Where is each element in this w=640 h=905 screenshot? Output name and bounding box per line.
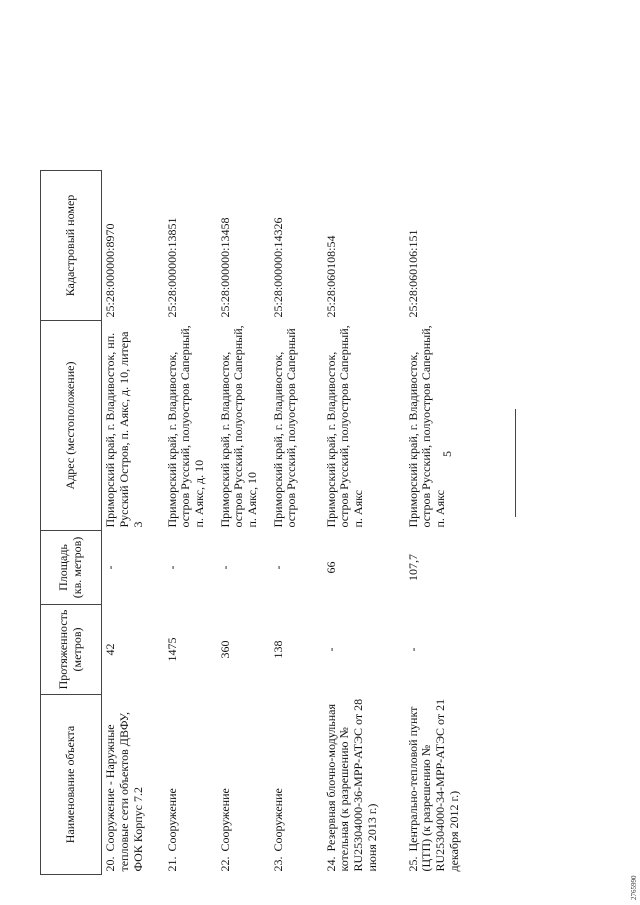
area-cell: -	[270, 565, 285, 570]
area-cell: -	[164, 565, 179, 570]
table-header-row	[41, 171, 102, 875]
table-row	[323, 171, 405, 875]
row-number: 24.	[323, 856, 338, 872]
cadastral-cell: 25:28:000000:14326	[270, 217, 285, 318]
object-name: Сооружение	[164, 788, 179, 852]
table-row	[405, 171, 485, 875]
cadastral-cell: 25:28:000000:13851	[164, 217, 179, 318]
length-cell: 42	[103, 643, 117, 656]
object-name: Сооружение	[217, 788, 232, 852]
address-cell: Приморский край, г. Владивосток, остров Русский, полуостров Саперный, п. Аякс, 10	[217, 325, 260, 528]
table-row	[270, 171, 323, 875]
area-cell: 66	[323, 561, 338, 574]
row-number: 20.	[103, 856, 117, 872]
page-number: 5	[440, 451, 454, 457]
header-length: Протяженность (метров)	[41, 605, 102, 695]
area-cell: -	[103, 565, 117, 570]
address-cell: Приморский край, г. Владивосток, остров Русский, полуостров Саперный	[270, 328, 299, 528]
object-name: Сооружение - Наружные тепловые сети объектов ДВФУ, ФОК Корпус 7.2	[103, 711, 145, 872]
object-name: Сооружение	[270, 788, 285, 852]
address-cell: Приморский край, г. Владивосток, остров Русский, полуостров Саперный, п. Аякс	[323, 325, 366, 528]
address-cell: Приморский край, г. Владивосток, остров Русский, полуостров Саперный, п. Аякс, д. 10	[164, 325, 207, 528]
footnote-rule	[515, 409, 516, 517]
length-cell: -	[323, 647, 338, 652]
cadastral-cell: 25:28:000000:13458	[217, 217, 232, 318]
header-area: Площадь (кв. метров)	[41, 531, 102, 605]
cadastral-cell: 25:28:060108:54	[323, 235, 338, 318]
row-number: 25.	[405, 856, 420, 872]
table-row	[102, 171, 164, 875]
table-row	[217, 171, 270, 875]
header-address: Адрес (местоположение)	[41, 321, 102, 531]
header-name: Наименование объекта	[41, 695, 102, 875]
object-name: Центрально-тепловой пункт (ЦТП) (к разрешению № RU25304000-34-MPP-АТЭС от 21 декабря 2012 г.)	[405, 698, 461, 872]
length-cell: 360	[217, 640, 232, 659]
object-name: Резервная блочно-модульная котельная (к разрешению № RU25304000-36-MPP-АТЭС от 28 июня 2013 г.)	[323, 698, 379, 872]
row-number: 23.	[270, 856, 285, 872]
property-table	[40, 170, 485, 875]
document-code: 2765990	[630, 875, 638, 900]
length-cell: 138	[270, 640, 285, 659]
length-cell: 1475	[164, 637, 179, 662]
length-cell: -	[405, 647, 420, 652]
cadastral-cell: 25:28:000000:8970	[103, 223, 117, 318]
area-cell: -	[217, 565, 232, 570]
header-cadastral: Кадастровый номер	[41, 171, 102, 321]
address-cell: Приморский край, г. Владивосток, остров Русский, полуостров Саперный, п. Аякс	[405, 325, 448, 528]
row-number: 21.	[164, 856, 179, 872]
address-cell: Приморский край, г. Владивосток, нп. Русский Остров, п. Аякс, д. 10, литера 3	[103, 331, 145, 528]
cadastral-cell: 25:28:060106:151	[405, 229, 420, 318]
row-number: 22.	[217, 856, 232, 872]
area-cell: 107,7	[405, 554, 420, 581]
table-row	[164, 171, 217, 875]
